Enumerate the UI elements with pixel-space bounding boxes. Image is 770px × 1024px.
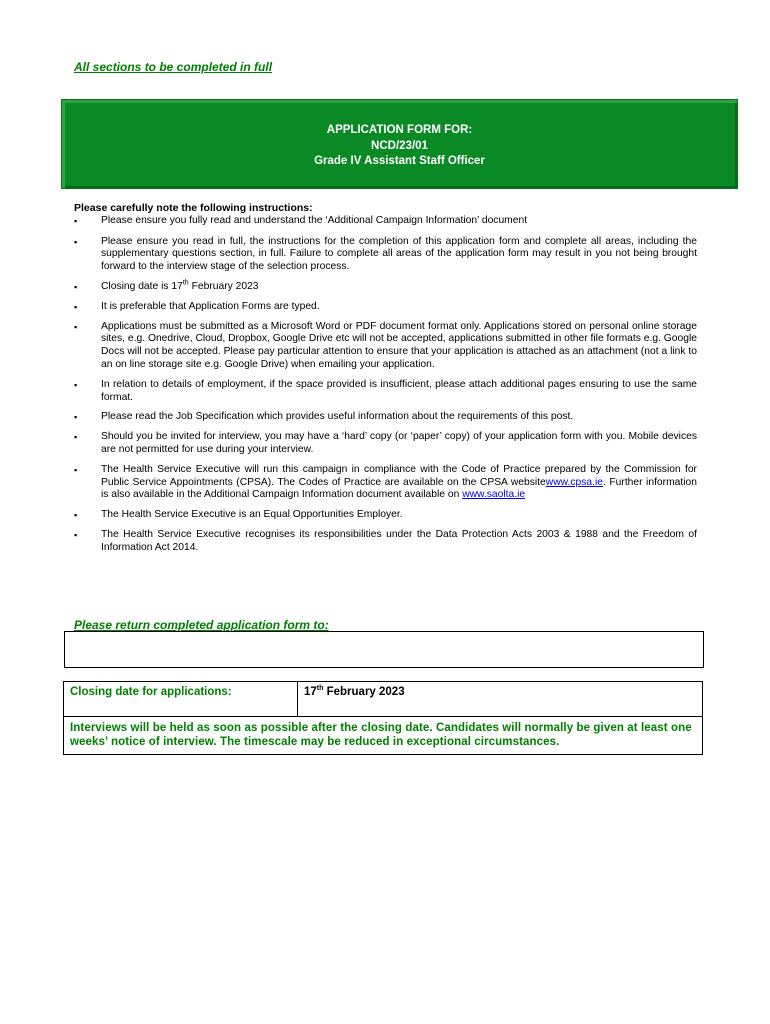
banner-title: APPLICATION FORM FOR: bbox=[326, 124, 473, 136]
return-address-label: Please return completed application form to: bbox=[74, 618, 329, 632]
list-item: ▪ Please ensure you read in full, the instructions for the completion of this application form and complete all areas, including the supplementary questions section, in full. Failure to complete all areas of the application form may result in you not being brought forward to the interview stage of the selection process. bbox=[74, 235, 697, 273]
list-item: ▪ In relation to details of employment, if the space provided is insufficient, please attach additional pages ensuring to use the same format. bbox=[74, 378, 697, 403]
list-item: ▪ Closing date is 17th February 2023 bbox=[74, 279, 259, 292]
list-item: ▪ It is preferable that Application Forms are typed. bbox=[74, 300, 320, 312]
bullet-icon: ▪ bbox=[74, 321, 78, 332]
bullet-icon: ▪ bbox=[74, 412, 78, 423]
bullet-icon: ▪ bbox=[74, 529, 78, 540]
bullet-icon: ▪ bbox=[74, 432, 78, 443]
list-item: ▪ The Health Service Executive recognises its responsibilities under the Data Protection Acts 2003 & 1988 and the Freedom of Information Act 2014. bbox=[74, 528, 697, 553]
closing-date-label: Closing date for applications: bbox=[64, 682, 298, 717]
banner-position: Grade IV Assistant Staff Officer bbox=[314, 155, 485, 167]
sections-complete-note: All sections to be completed in full bbox=[74, 60, 273, 74]
bullet-icon: ▪ bbox=[74, 301, 78, 312]
bullet-icon: ▪ bbox=[74, 236, 78, 247]
banner-reference: NCD/23/01 bbox=[371, 139, 428, 152]
bullet-icon: ▪ bbox=[74, 215, 78, 226]
return-address-field[interactable] bbox=[64, 631, 704, 668]
closing-date-value: 17th February 2023 bbox=[298, 682, 703, 717]
saolta-link[interactable]: www.saolta.ie bbox=[462, 489, 526, 501]
list-item: ▪ The Health Service Executive is an Equal Opportunities Employer. bbox=[74, 509, 403, 521]
list-item: ▪ The Health Service Executive will run this campaign in compliance with the Code of Practice prepared by the Commission for Public Service Appointments (CPSA). The Codes of Practice are available on the CPSA websitewww.cpsa.ie. Further information is also available in the Additional Campaign Information document available on www.saolta.ie bbox=[74, 463, 697, 501]
instructions-heading: Please carefully note the following instructions: bbox=[74, 202, 313, 214]
closing-date-table bbox=[63, 681, 703, 755]
instructions-section bbox=[74, 202, 697, 562]
bullet-icon: ▪ bbox=[74, 464, 78, 475]
cpsa-link[interactable]: www.cpsa.ie bbox=[545, 476, 604, 488]
interview-notice: Interviews will be held as soon as possible after the closing date. Candidates will normally be given at least one weeks’ notice of interview. The timescale may be reduced in exceptional circumstances. bbox=[64, 717, 703, 755]
bullet-icon: ▪ bbox=[74, 281, 78, 292]
bullet-icon: ▪ bbox=[74, 379, 78, 390]
list-item: ▪ Should you be invited for interview, you may have a ‘hard’ copy (or ‘paper’ copy) of your application form with you. Mobile devices are not permitted for use during your interview. bbox=[74, 431, 697, 455]
bullet-icon: ▪ bbox=[74, 510, 78, 521]
list-item: ▪ Applications must be submitted as a Microsoft Word or PDF document format only. Applications stored on personal online storage sites, e.g. Onedrive, Cloud, Dropbox, Google Drive etc will not be accepted, applications submitted in other file formats e.g. Google Docs will not be accepted. Please pay particular attention to ensure that your application is attached as an attachment (not a link to an on line storage site e.g. Google Drive) when emailing your application. bbox=[74, 320, 697, 370]
list-item: ▪ Please ensure you fully read and understand the ‘Additional Campaign Information’ document bbox=[74, 214, 528, 226]
form-title-banner bbox=[61, 99, 738, 189]
instructions-list bbox=[74, 215, 697, 555]
list-item: ▪ Please read the Job Specification which provides useful information about the requirements of this post. bbox=[74, 411, 574, 423]
